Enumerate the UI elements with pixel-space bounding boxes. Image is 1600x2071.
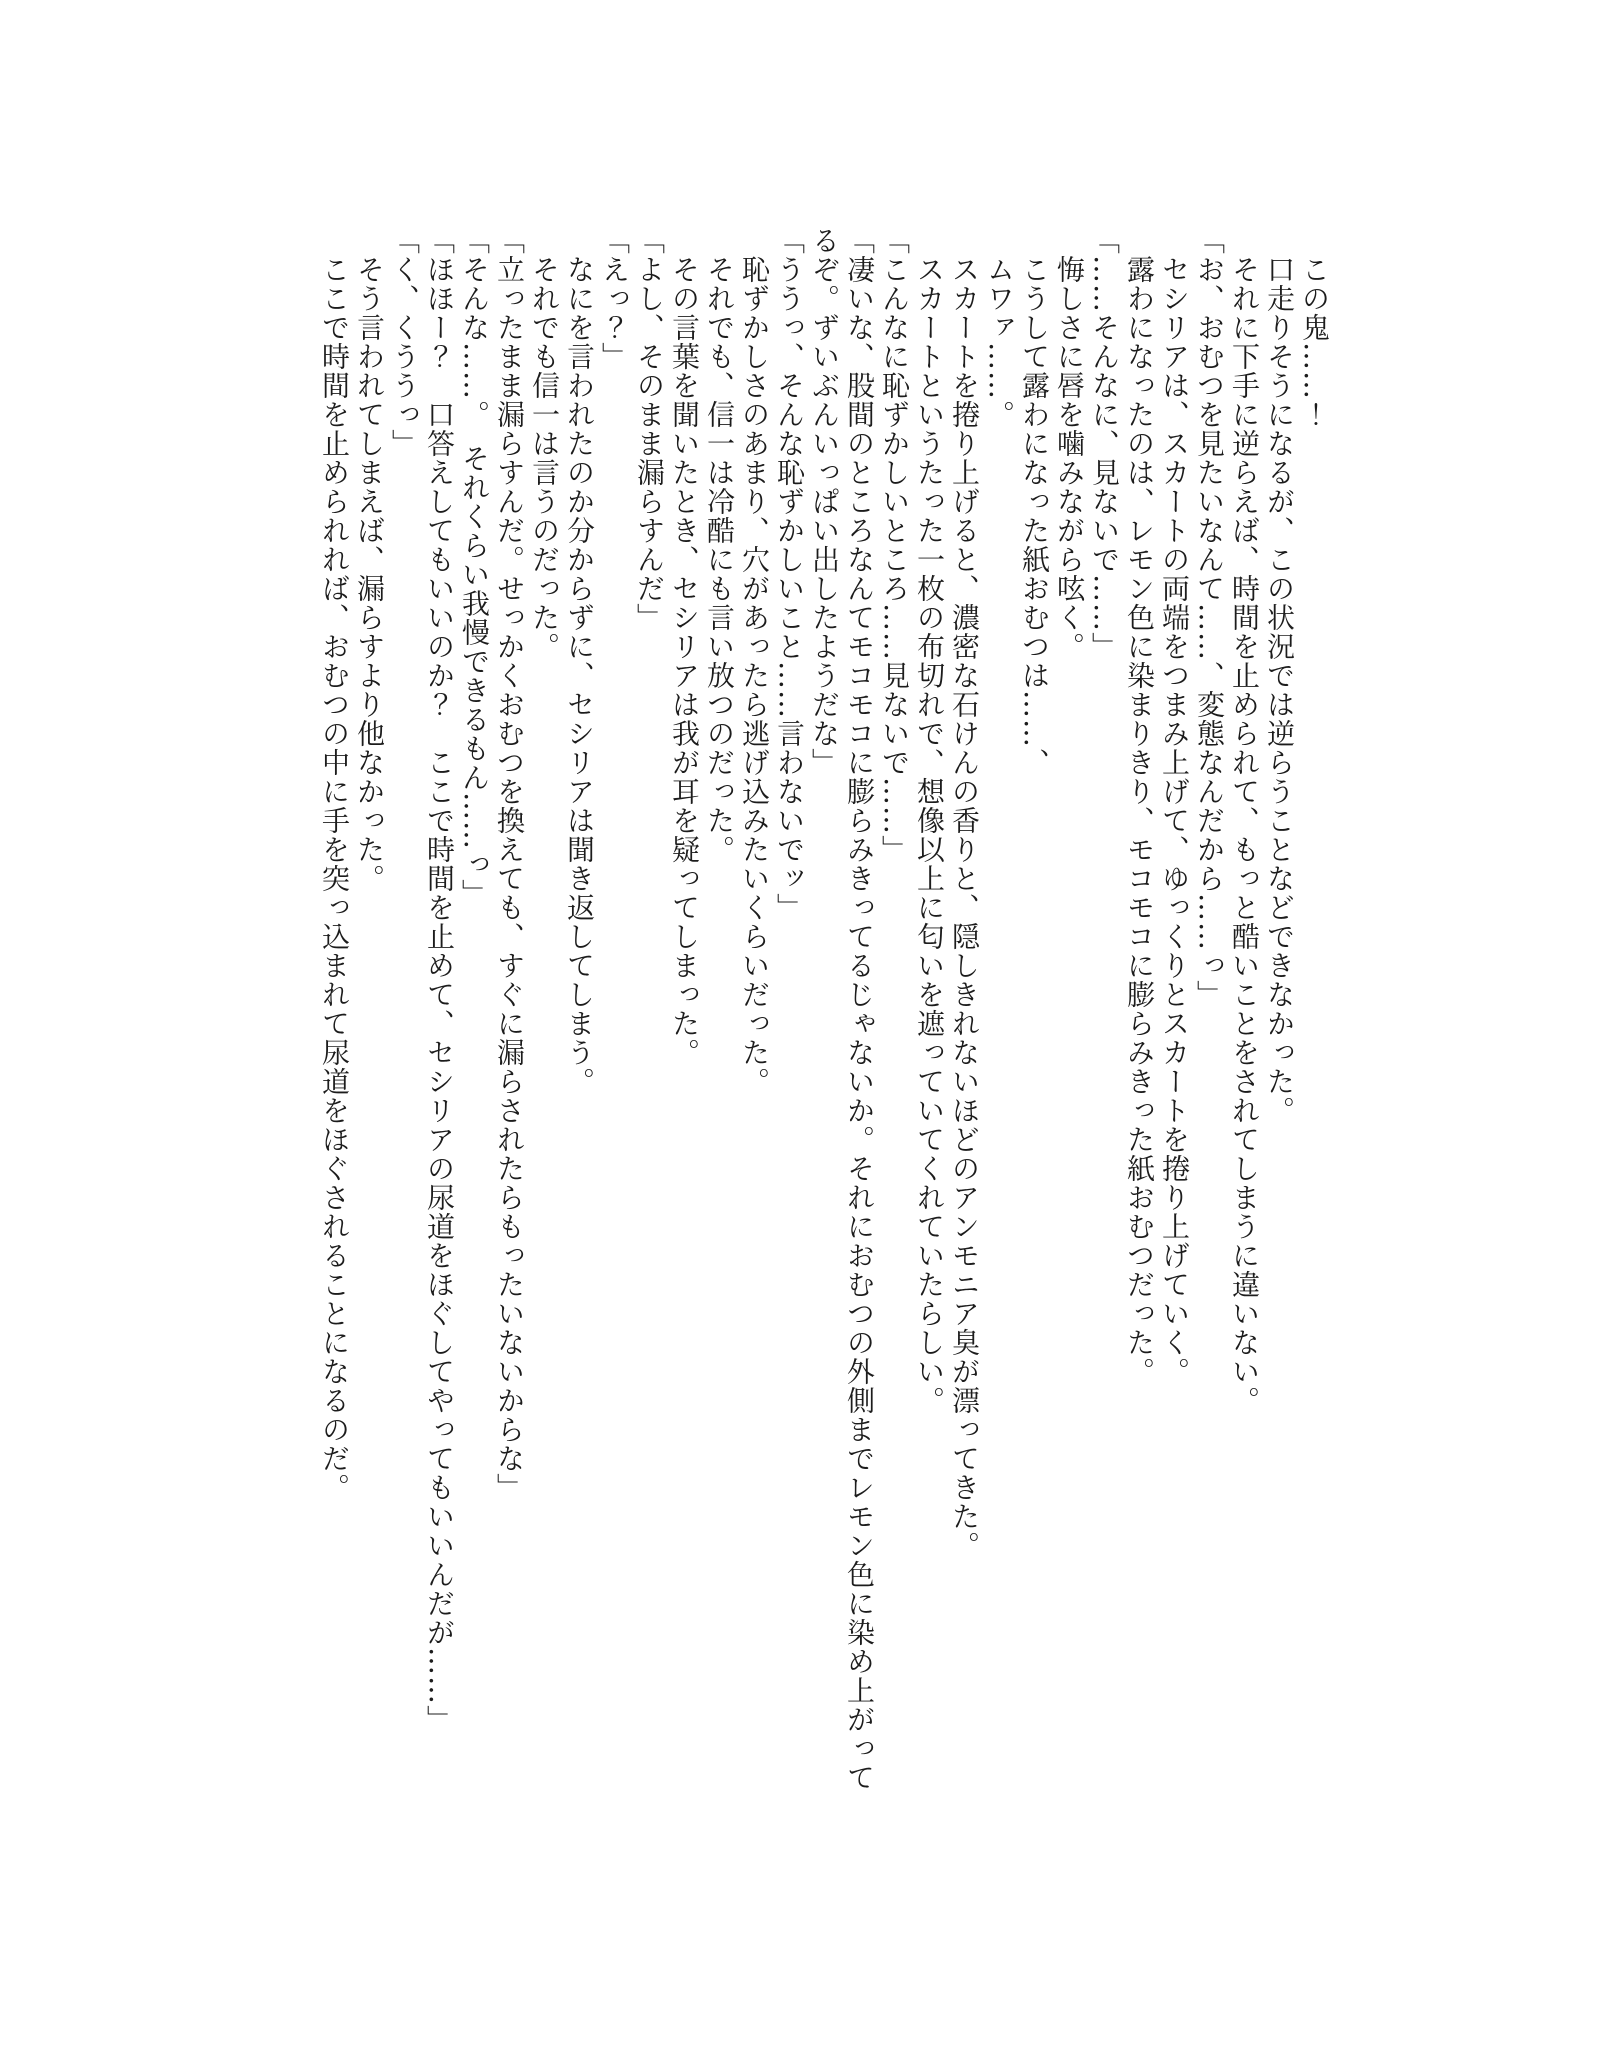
- paragraph-line: なにを言われたのか分からずに、セシリアは聞き返してしまう。: [563, 255, 596, 1096]
- paragraph-line: この鬼……！: [1298, 255, 1331, 429]
- paragraph-line: 恥ずかしさのあまり、穴があったら逃げ込みたいくらいだった。: [738, 255, 771, 1096]
- paragraph-line: その言葉を聞いたとき、セシリアは我が耳を疑ってしまった。: [668, 255, 701, 1067]
- paragraph-line: 「こんなに恥ずかしいところ……見ないで……」: [878, 226, 911, 864]
- paragraph-line: 悔しさに唇を噛みながら呟く。: [1053, 255, 1086, 661]
- paragraph-line: それに下手に逆らえば、時間を止められて、もっと酷いことをされてしまうに違いない。: [1228, 255, 1261, 1415]
- paragraph-line: ムワァ……。: [983, 255, 1016, 429]
- paragraph-line: 口走りそうになるが、この状況では逆らうことなどできなかった。: [1263, 255, 1296, 1125]
- paragraph-line: スカートを捲り上げると、濃密な石けんの香りと、隠しきれないほどのアンモニア臭が漂ってきた。: [948, 255, 981, 1560]
- paragraph-line: 「ほほー？ 口答えしてもいいのか？ ここで時間を止めて、セシリアの尿道をほぐしてやってもいいんだが……」: [423, 226, 456, 1734]
- paragraph-line: 「凄いな、股間のところなんてモコモコに膨らみきってるじゃないか。それにおむつの外側までレモン色に染め上がってるぞ。ずいぶんいっぱい出したようだな」: [808, 226, 876, 1792]
- paragraph-line: それでも、信一は冷酷にも言い放つのだった。: [703, 255, 736, 864]
- paragraph-line: こうして露わになった紙おむつは……、: [1018, 255, 1051, 777]
- paragraph-line: 「お、おむつを見たいなんて……、変態なんだから……っ」: [1193, 226, 1226, 1009]
- paragraph-line: ここで時間を止められれば、おむつの中に手を突っ込まれて尿道をほぐされることになるのだ。: [318, 255, 351, 1502]
- paragraph-line: 「えっ？」: [598, 226, 631, 371]
- paragraph-line: 「立ったまま漏らすんだ。せっかくおむつを換えても、すぐに漏らされたらもったいないからな」: [493, 226, 526, 1502]
- paragraph-line: 「よし、そのまま漏らすんだ」: [633, 226, 666, 632]
- paragraph-line: 「ううっ、そんな恥ずかしいこと……言わないでッ」: [773, 226, 806, 922]
- paragraph-line: 「そんな……。 それくらい我慢できるもん……っ」: [458, 226, 491, 908]
- paragraph-line: 露わになったのは、レモン色に染まりきり、モコモコに膨らみきった紙おむつだった。: [1123, 255, 1156, 1386]
- paragraph-line: それでも信一は言うのだった。: [528, 255, 561, 661]
- paragraph-line: 「く、くううっ」: [388, 226, 421, 458]
- paragraph-line: スカートというたった一枚の布切れで、想像以上に匂いを遮っていてくれていたらしい。: [913, 255, 946, 1415]
- vertical-text-block: [317, 226, 1332, 1806]
- paragraph-line: セシリアは、スカートの両端をつまみ上げて、ゆっくりとスカートを捲り上げていく。: [1158, 255, 1191, 1386]
- paragraph-line: 「……そんなに、見ないで……」: [1088, 226, 1121, 661]
- paragraph-line: そう言われてしまえば、漏らすより他なかった。: [353, 255, 386, 893]
